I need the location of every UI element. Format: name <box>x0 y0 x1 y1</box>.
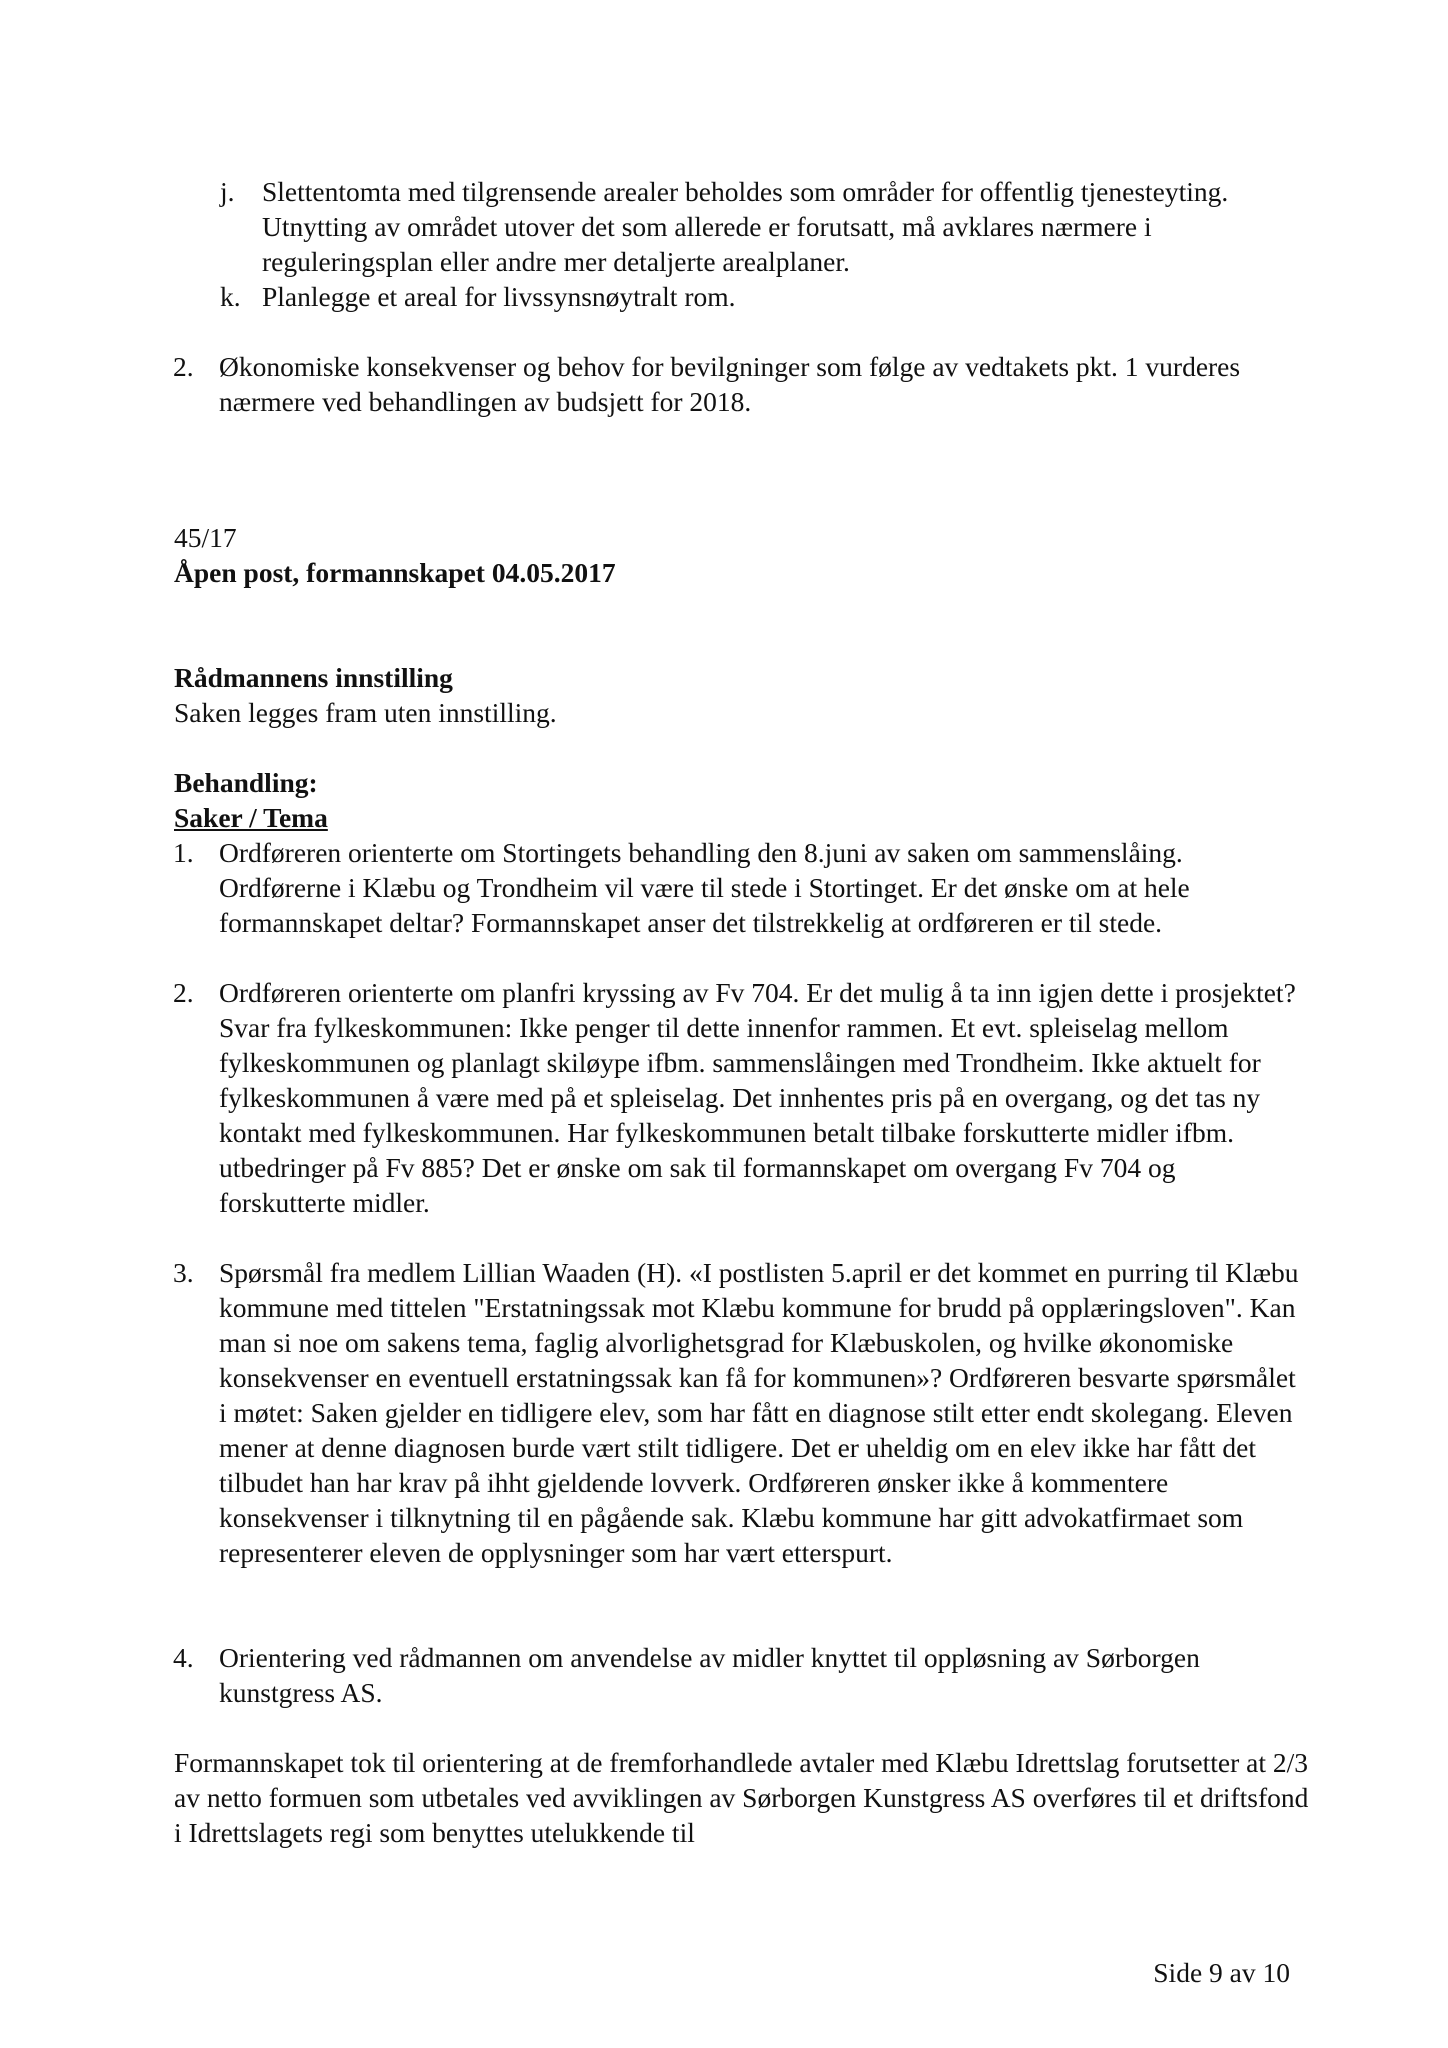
list-item <box>220 174 1302 279</box>
list-marker: 2. <box>173 977 194 1008</box>
list-marker: 3. <box>173 1257 194 1288</box>
list-item <box>220 279 1302 314</box>
list-item <box>173 975 1309 1220</box>
treatment-subheading <box>174 800 1314 835</box>
list-item <box>173 1255 1309 1570</box>
treatment-heading: Behandling: <box>174 767 318 798</box>
list-item-text: Slettentomta med tilgrensende arealer beholdes som områder for offentlig tjenesteyting. Utnytting av området utover det som allerede er forutsatt, må avklares nærmere i reguleringsplan eller andre mer detaljerte arealplaner. <box>262 176 1229 277</box>
recommendation-heading: Rådmannens innstilling <box>174 662 453 693</box>
list-item-text: Ordføreren orienterte om planfri kryssing av Fv 704. Er det mulig å ta inn igjen dette i prosjektet? Svar fra fylkeskommunen: Ikke penger til dette innenfor rammen. Et evt. spleiselag mellom fylkeskommunen og planlagt skiløype ifbm. sammenslåingen med Trondheim. Ikke aktuelt for fylkeskommunen å være med på et spleiselag. Det innhentes pris på en overgang, og det tas ny kontakt med fylkeskommunen. Har fylkeskommunen betalt tilbake forskutterte midler ifbm. utbedringer på Fv 885? Det er ønske om sak til formannskapet om overgang Fv 704 og forskutterte midler. <box>219 977 1296 1218</box>
list-item-text: Ordføreren orienterte om Stortingets behandling den 8.juni av saken om sammenslåing. Ordførerne i Klæbu og Trondheim vil være til stede i Stortinget. Er det ønske om at hele formannskapet deltar? Formannskapet anser det tilstrekkelig at ordføreren er til stede. <box>219 837 1190 938</box>
closing-paragraph: Formannskapet tok til orientering at de fremforhandlede avtaler med Klæbu Idrettslag forutsetter at 2/3 av netto formuen som utbetales ved avviklingen av Sørborgen Kunstgress AS overføres til et driftsfond i Idrettslagets regi som benyttes utelukkende til <box>174 1747 1309 1848</box>
page-number: Side 9 av 10 <box>1153 1957 1290 1988</box>
recommendation-text: Saken legges fram uten innstilling. <box>174 697 557 728</box>
case-title: Åpen post, formannskapet 04.05.2017 <box>174 557 616 588</box>
list-item-text: Spørsmål fra medlem Lillian Waaden (H). «I postlisten 5.april er det kommet en purring til Klæbu kommune med tittelen "Erstatningssak mot Klæbu kommune for brudd på opplæringsloven". Kan man si noe om sakens tema, faglig alvorlighetsgrad for Klæbuskolen, og hvilke økonomiske konsekvenser en eventuell erstatningssak kan få for kommunen»? Ordføreren besvarte spørsmålet i møtet: Saken gjelder en tidligere elev, som har fått en diagnose stilt etter endt skolegang. Eleven mener at denne diagnosen burde vært stilt tidligere. Det er uheldig om en elev ikke har fått det tilbudet han har krav på ihht gjeldende lovverk. Ordføreren ønsker ikke å kommentere konsekvenser i tilknytning til en pågående sak. Klæbu kommune har gitt advokatfirmaet som representerer eleven de opplysninger som har vært etterspurt. <box>219 1257 1299 1568</box>
decision-text: Økonomiske konsekvenser og behov for bevilgninger som følge av vedtakets pkt. 1 vurderes nærmere ved behandlingen av budsjett for 2018. <box>219 351 1241 417</box>
list-marker: k. <box>220 281 241 312</box>
list-marker: 4. <box>173 1642 194 1673</box>
list-marker: 1. <box>173 837 194 868</box>
list-item-text: Orientering ved rådmannen om anvendelse av midler knyttet til oppløsning av Sørborgen kunstgress AS. <box>219 1642 1200 1708</box>
list-item <box>173 1640 1309 1710</box>
decision-item <box>173 349 1309 419</box>
case-number: 45/17 <box>174 522 237 553</box>
list-item-text: Planlegge et areal for livssynsnøytralt rom. <box>262 281 736 312</box>
list-marker: j. <box>220 176 235 207</box>
list-marker: 2. <box>173 351 194 382</box>
treatment-subheading-text: Saker / Tema <box>174 802 328 833</box>
list-item <box>173 835 1309 940</box>
